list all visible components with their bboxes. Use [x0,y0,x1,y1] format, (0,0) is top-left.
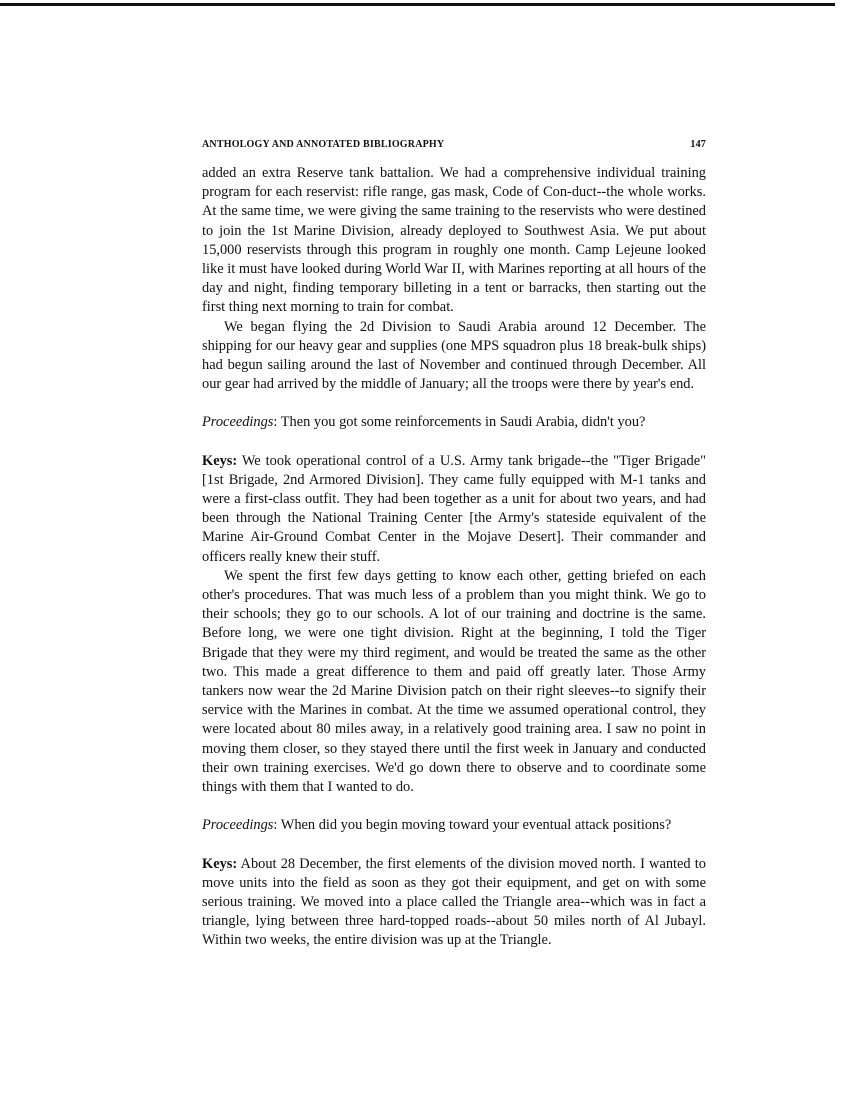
question-2: Proceedings: When did you begin moving toward your eventual attack positions? [202,817,672,834]
page-number: 147 [690,139,706,150]
speaker-keys: Keys: [202,855,238,872]
answer-2: Keys: About 28 December, the first elements of the division moved north. I wanted to move units into the field as soon as they got their equipment, and get on with some serious training. We moved into a place called the Triangle area--which was in fact a triangle, lying between three hard-topped roads--about 50 miles north of Al Jubayl. Within two weeks, the entire division was up at the Triangle. [202,855,706,949]
answer-1: Keys: We took operational control of a U.S. Army tank brigade--the "Tiger Brigade" [1st Brigade, 2nd Armored Division]. They came fully equipped with M-1 tanks and were a first-class outfit. They had been together as a unit for about two years, and had been through the National Training Center [the Army's stateside equivalent of the Marine Air-Ground Combat Center in the Mojave Desert]. Their commander and officers really knew their stuff. [202,452,706,565]
paragraph-answer-1-cont: We spent the first few days getting to know each other, getting briefed on each other's procedures. That was much less of a problem than you might think. We go to their schools; they go to our schools. A lot of our training and doctrine is the same. Before long, we were one tight division. Right at the beginning, I told the Tiger Brigade that they were my third regiment, and would be treated the same as the other two. This made a great difference to them and paid off greatly later. Those Army tankers now wear the 2d Marine Division patch on their right sleeves--to signify their service with the Marines in combat. At the time we assumed operational control, they were located about 80 miles away, in a relatively good training area. I saw no point in moving them closer, so they stayed there until the first week in January and conducted their own training exercises. We'd go down there to observe and to coordinate some things with them that I wanted to do. [202,567,706,796]
running-header [202,139,706,150]
top-rule [0,3,835,6]
paragraph-1: added an extra Reserve tank battalion. We had a comprehensive individual training program for each reservist: rifle range, gas mask, Code of Con-duct--the whole works. At the same time, we were giving the same training to the reservists who were destined to join the 1st Marine Division, already deployed to Southwest Asia. We put about 15,000 reservists through this program in roughly one month. Camp Lejeune looked like it must have looked during World War II, with Marines reporting at all hours of the day and night, finding temporary billeting in a tent or barracks, then starting out the first thing next morning to train for combat. [202,165,706,316]
speaker-proceedings: Proceedings [202,817,274,834]
question-1: Proceedings: Then you got some reinforcements in Saudi Arabia, didn't you? [202,414,646,431]
paragraph-2: We began flying the 2d Division to Saudi Arabia around 12 December. The shipping for our heavy gear and supplies (one MPS squadron plus 18 break-bulk ships) had begun sailing around the last of November and continued through December. All our gear had arrived by the middle of January; all the troops were there by year's end. [202,318,706,393]
speaker-proceedings: Proceedings [202,414,274,431]
article-body [202,164,706,951]
speaker-keys: Keys: [202,452,238,469]
running-header-title: ANTHOLOGY AND ANNOTATED BIBLIOGRAPHY [202,139,445,150]
